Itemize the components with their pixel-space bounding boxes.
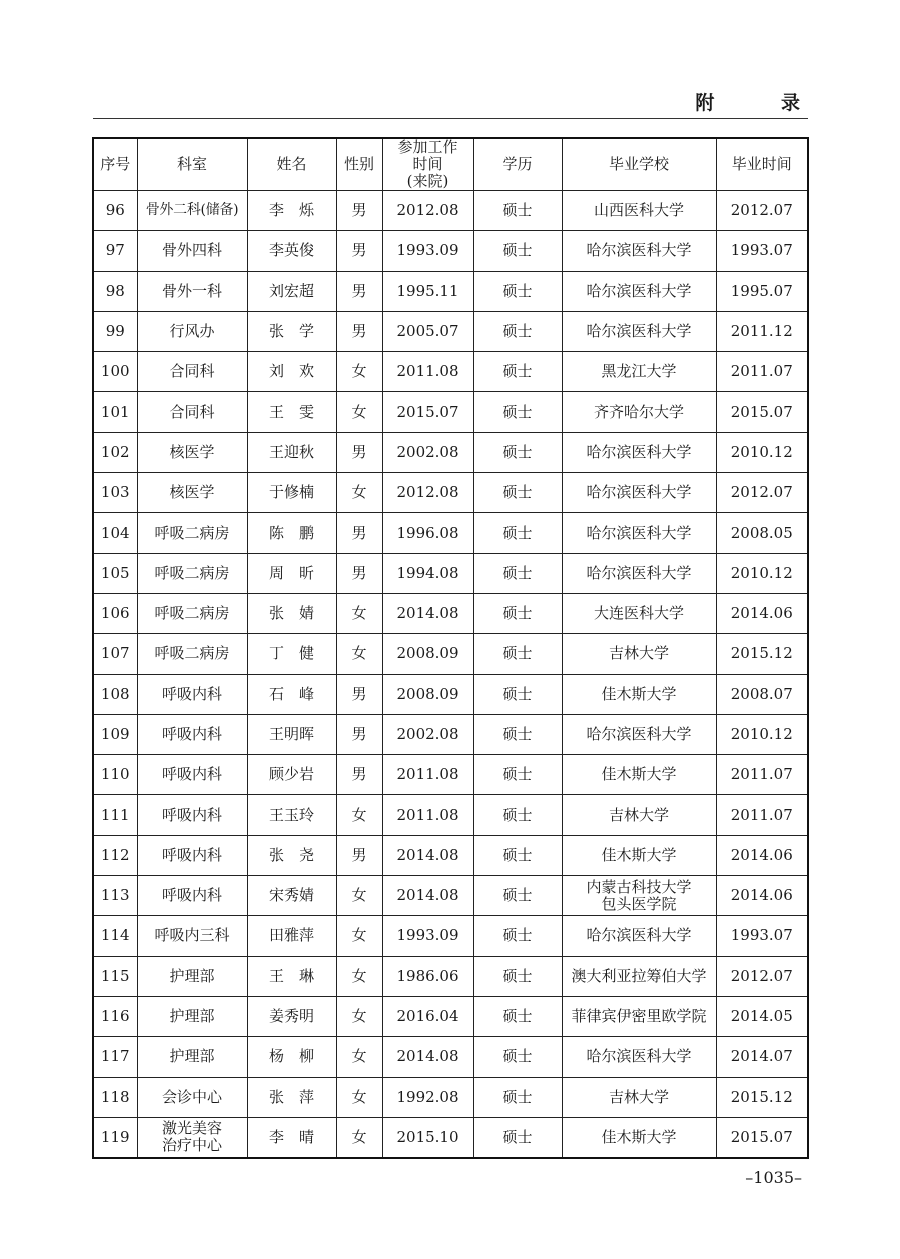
cell-department: 行风办 [137,311,247,351]
table-row [93,956,808,996]
cell-school: 哈尔滨医科大学 [562,714,716,754]
cell-gender: 女 [336,956,382,996]
cell-start-date: 2014.08 [382,593,473,633]
cell-degree: 硕士 [473,916,562,956]
cell-graduation-date: 2014.06 [716,835,808,875]
cell-start-date: 1993.09 [382,916,473,956]
cell-start-date: 1996.08 [382,513,473,553]
cell-department: 核医学 [137,432,247,472]
cell-degree: 硕士 [473,795,562,835]
cell-start-date: 1994.08 [382,553,473,593]
cell-degree: 硕士 [473,432,562,472]
cell-department: 呼吸内科 [137,714,247,754]
cell-degree: 硕士 [473,191,562,231]
cell-graduation-date: 2015.07 [716,1117,808,1158]
cell-index: 100 [93,352,137,392]
cell-index: 109 [93,714,137,754]
table-row [93,876,808,916]
cell-school: 哈尔滨医科大学 [562,1037,716,1077]
cell-department: 合同科 [137,352,247,392]
cell-index: 103 [93,473,137,513]
table-row [93,432,808,472]
cell-school: 山西医科大学 [562,191,716,231]
cell-index: 113 [93,876,137,916]
cell-name: 张 萍 [247,1077,336,1117]
cell-index: 110 [93,755,137,795]
table-row [93,392,808,432]
cell-name: 王 琳 [247,956,336,996]
table-row [93,352,808,392]
cell-name: 张 婧 [247,593,336,633]
cell-degree: 硕士 [473,513,562,553]
cell-start-date: 1986.06 [382,956,473,996]
cell-name: 王 雯 [247,392,336,432]
cell-graduation-date: 2015.12 [716,634,808,674]
cell-index: 117 [93,1037,137,1077]
cell-gender: 女 [336,916,382,956]
cell-gender: 女 [336,1037,382,1077]
cell-degree: 硕士 [473,231,562,271]
cell-degree: 硕士 [473,634,562,674]
cell-department: 呼吸内科 [137,755,247,795]
table-row [93,553,808,593]
cell-gender: 男 [336,553,382,593]
header-rule [93,118,808,119]
cell-start-date: 2014.08 [382,1037,473,1077]
table-row [93,996,808,1036]
cell-start-date: 2002.08 [382,714,473,754]
cell-degree: 硕士 [473,835,562,875]
cell-school: 哈尔滨医科大学 [562,271,716,311]
column-header-index: 序号 [93,138,137,191]
cell-school: 佳木斯大学 [562,1117,716,1158]
cell-name: 李 烁 [247,191,336,231]
cell-school: 吉林大学 [562,795,716,835]
cell-school: 吉林大学 [562,634,716,674]
cell-department: 骨外四科 [137,231,247,271]
cell-index: 98 [93,271,137,311]
cell-name: 丁 健 [247,634,336,674]
cell-name: 李 晴 [247,1117,336,1158]
cell-gender: 女 [336,593,382,633]
cell-index: 114 [93,916,137,956]
table-row [93,593,808,633]
page-number: –1035– [745,1168,802,1187]
cell-gender: 男 [336,311,382,351]
column-header-department: 科室 [137,138,247,191]
column-header-start-date: 参加工作时间 (来院) [382,138,473,191]
table-row [93,271,808,311]
cell-gender: 女 [336,352,382,392]
cell-graduation-date: 2015.07 [716,392,808,432]
cell-gender: 男 [336,755,382,795]
cell-graduation-date: 2008.07 [716,674,808,714]
cell-degree: 硕士 [473,593,562,633]
cell-index: 97 [93,231,137,271]
table-row [93,795,808,835]
cell-gender: 男 [336,513,382,553]
cell-department: 护理部 [137,1037,247,1077]
cell-degree: 硕士 [473,1117,562,1158]
column-header-degree: 学历 [473,138,562,191]
cell-index: 102 [93,432,137,472]
cell-degree: 硕士 [473,271,562,311]
table-body [93,191,808,1159]
cell-school: 大连医科大学 [562,593,716,633]
cell-school: 齐齐哈尔大学 [562,392,716,432]
cell-name: 陈 鹏 [247,513,336,553]
cell-degree: 硕士 [473,553,562,593]
cell-gender: 女 [336,996,382,1036]
cell-graduation-date: 2015.12 [716,1077,808,1117]
cell-start-date: 2014.08 [382,835,473,875]
cell-gender: 男 [336,231,382,271]
cell-department: 激光美容 治疗中心 [137,1117,247,1158]
cell-name: 王迎秋 [247,432,336,472]
cell-department: 呼吸内科 [137,674,247,714]
cell-name: 杨 柳 [247,1037,336,1077]
cell-department: 骨外一科 [137,271,247,311]
cell-school: 佳木斯大学 [562,674,716,714]
cell-graduation-date: 2010.12 [716,432,808,472]
cell-start-date: 2015.07 [382,392,473,432]
cell-index: 115 [93,956,137,996]
cell-school: 内蒙古科技大学 包头医学院 [562,876,716,916]
cell-department: 呼吸内科 [137,876,247,916]
cell-school: 哈尔滨医科大学 [562,311,716,351]
cell-index: 106 [93,593,137,633]
cell-name: 王玉玲 [247,795,336,835]
cell-degree: 硕士 [473,473,562,513]
cell-graduation-date: 2014.07 [716,1037,808,1077]
cell-name: 张 尧 [247,835,336,875]
cell-degree: 硕士 [473,392,562,432]
cell-name: 刘 欢 [247,352,336,392]
cell-name: 刘宏超 [247,271,336,311]
table-row [93,1037,808,1077]
cell-graduation-date: 2010.12 [716,714,808,754]
cell-start-date: 1992.08 [382,1077,473,1117]
cell-start-date: 2011.08 [382,755,473,795]
cell-start-date: 2016.04 [382,996,473,1036]
cell-gender: 女 [336,634,382,674]
cell-graduation-date: 1995.07 [716,271,808,311]
table-row [93,191,808,231]
cell-degree: 硕士 [473,755,562,795]
cell-gender: 男 [336,674,382,714]
cell-start-date: 1993.09 [382,231,473,271]
cell-index: 119 [93,1117,137,1158]
cell-name: 于修楠 [247,473,336,513]
cell-graduation-date: 2014.06 [716,593,808,633]
cell-name: 田雅萍 [247,916,336,956]
cell-index: 118 [93,1077,137,1117]
cell-graduation-date: 1993.07 [716,916,808,956]
cell-degree: 硕士 [473,956,562,996]
cell-school: 澳大利亚拉筹伯大学 [562,956,716,996]
cell-name: 顾少岩 [247,755,336,795]
cell-name: 王明晖 [247,714,336,754]
cell-gender: 男 [336,714,382,754]
cell-department: 呼吸二病房 [137,553,247,593]
cell-department: 呼吸内三科 [137,916,247,956]
cell-department: 呼吸二病房 [137,593,247,633]
table-row [93,835,808,875]
cell-index: 101 [93,392,137,432]
cell-gender: 男 [336,191,382,231]
cell-department: 呼吸内科 [137,795,247,835]
cell-index: 104 [93,513,137,553]
table-header-row [93,138,808,191]
cell-name: 姜秀明 [247,996,336,1036]
cell-department: 呼吸内科 [137,835,247,875]
column-header-school: 毕业学校 [562,138,716,191]
cell-index: 111 [93,795,137,835]
cell-degree: 硕士 [473,1077,562,1117]
cell-graduation-date: 2014.05 [716,996,808,1036]
cell-graduation-date: 2011.07 [716,352,808,392]
cell-degree: 硕士 [473,996,562,1036]
cell-school: 哈尔滨医科大学 [562,513,716,553]
table-row [93,755,808,795]
cell-department: 会诊中心 [137,1077,247,1117]
cell-graduation-date: 2010.12 [716,553,808,593]
cell-school: 佳木斯大学 [562,755,716,795]
cell-graduation-date: 2014.06 [716,876,808,916]
cell-school: 佳木斯大学 [562,835,716,875]
cell-school: 哈尔滨医科大学 [562,432,716,472]
cell-gender: 女 [336,876,382,916]
cell-gender: 女 [336,473,382,513]
column-header-name: 姓名 [247,138,336,191]
cell-department: 骨外二科(储备) [137,191,247,231]
cell-name: 周 昕 [247,553,336,593]
table-row [93,473,808,513]
cell-department: 护理部 [137,996,247,1036]
cell-index: 96 [93,191,137,231]
personnel-table [92,137,809,1159]
cell-name: 宋秀婧 [247,876,336,916]
cell-graduation-date: 2011.07 [716,755,808,795]
cell-degree: 硕士 [473,876,562,916]
cell-graduation-date: 2011.07 [716,795,808,835]
cell-department: 合同科 [137,392,247,432]
cell-school: 菲律宾伊密里欧学院 [562,996,716,1036]
cell-gender: 女 [336,1077,382,1117]
cell-start-date: 2012.08 [382,191,473,231]
cell-school: 哈尔滨医科大学 [562,553,716,593]
cell-graduation-date: 2012.07 [716,956,808,996]
cell-start-date: 2012.08 [382,473,473,513]
cell-index: 105 [93,553,137,593]
cell-department: 核医学 [137,473,247,513]
cell-start-date: 2015.10 [382,1117,473,1158]
cell-school: 哈尔滨医科大学 [562,473,716,513]
cell-graduation-date: 2012.07 [716,191,808,231]
cell-start-date: 1995.11 [382,271,473,311]
table-row [93,1117,808,1158]
table-row [93,634,808,674]
cell-start-date: 2011.08 [382,795,473,835]
table-row [93,1077,808,1117]
cell-index: 99 [93,311,137,351]
cell-start-date: 2014.08 [382,876,473,916]
cell-start-date: 2005.07 [382,311,473,351]
cell-degree: 硕士 [473,1037,562,1077]
cell-degree: 硕士 [473,352,562,392]
cell-start-date: 2011.08 [382,352,473,392]
cell-index: 107 [93,634,137,674]
column-header-graduation-date: 毕业时间 [716,138,808,191]
page-header-title: 附 录 [695,92,830,114]
cell-school: 吉林大学 [562,1077,716,1117]
cell-gender: 女 [336,795,382,835]
cell-start-date: 2008.09 [382,674,473,714]
table-row [93,674,808,714]
cell-index: 116 [93,996,137,1036]
cell-gender: 男 [336,432,382,472]
cell-gender: 女 [336,392,382,432]
table-row [93,916,808,956]
cell-graduation-date: 2011.12 [716,311,808,351]
table-row [93,513,808,553]
cell-name: 张 学 [247,311,336,351]
cell-gender: 男 [336,271,382,311]
cell-school: 哈尔滨医科大学 [562,916,716,956]
cell-department: 呼吸二病房 [137,634,247,674]
table-row [93,714,808,754]
cell-degree: 硕士 [473,714,562,754]
cell-school: 哈尔滨医科大学 [562,231,716,271]
cell-graduation-date: 2012.07 [716,473,808,513]
table-row [93,311,808,351]
cell-graduation-date: 1993.07 [716,231,808,271]
cell-department: 护理部 [137,956,247,996]
cell-school: 黑龙江大学 [562,352,716,392]
cell-gender: 男 [336,835,382,875]
cell-start-date: 2008.09 [382,634,473,674]
cell-graduation-date: 2008.05 [716,513,808,553]
cell-department: 呼吸二病房 [137,513,247,553]
cell-gender: 女 [336,1117,382,1158]
cell-index: 108 [93,674,137,714]
cell-name: 李英俊 [247,231,336,271]
cell-degree: 硕士 [473,674,562,714]
column-header-gender: 性别 [336,138,382,191]
cell-index: 112 [93,835,137,875]
cell-start-date: 2002.08 [382,432,473,472]
cell-degree: 硕士 [473,311,562,351]
cell-name: 石 峰 [247,674,336,714]
table-row [93,231,808,271]
